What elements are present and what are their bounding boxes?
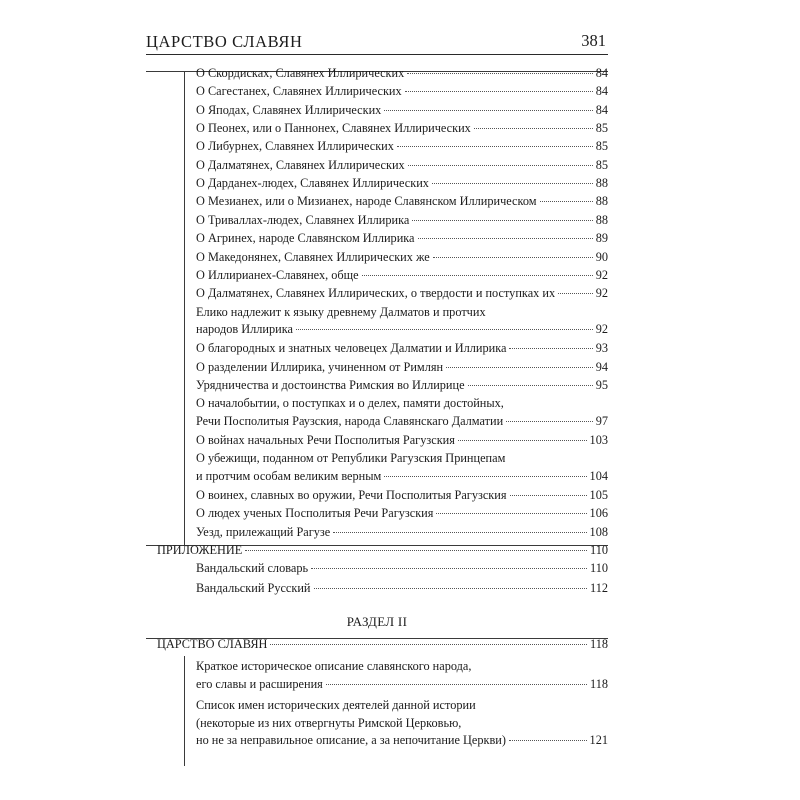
toc-entry-title: (некоторые из них отвергнуты Римской Церковью, [196, 715, 462, 730]
toc-entry-title: О Иллирианех-Славянех, обще [196, 267, 359, 282]
dot-leader [432, 183, 593, 184]
toc-entry-title: О Агринех, народе Славянском Иллирика [196, 231, 415, 246]
dot-leader [510, 495, 587, 496]
toc-entry-title: О воинех, славных во оружии, Речи Посполитыя Рагузския [196, 488, 507, 503]
toc-entry [196, 175, 608, 193]
toc-entry [196, 120, 608, 138]
running-header-title: ЦАРСТВО СЛАВЯН [146, 32, 303, 51]
toc-entry-title: О Либурнех, Славянех Иллирических [196, 139, 394, 154]
toc-entry-title: Вандальский словарь [196, 561, 309, 575]
toc-entry-title: О Далматянех, Славянех Иллирических, о твердости и поступках их [196, 286, 556, 301]
toc-entry-title: его славы и расширения [196, 676, 323, 691]
toc-entry [196, 157, 608, 175]
toc-entry-title: Уезд, прилежащий Рагузе [196, 524, 331, 539]
toc-page-number: 92 [595, 322, 608, 337]
toc-page-number: 110 [590, 561, 608, 575]
toc-entry-title: Вандальский Русский [196, 581, 311, 595]
dot-leader [474, 128, 593, 129]
dot-leader [446, 367, 593, 368]
toc-page-number: 84 [595, 84, 608, 99]
dot-leader [418, 238, 593, 239]
toc-page-number: 88 [595, 212, 608, 227]
dot-leader [270, 644, 587, 645]
toc-page-number: 106 [589, 506, 608, 521]
toc-entry [196, 395, 608, 430]
toc-page-number: 118 [590, 676, 608, 691]
toc-page-number: 84 [595, 102, 608, 117]
toc-entry [196, 138, 608, 156]
section2-title-entry [157, 636, 608, 654]
toc-page-number: 85 [595, 121, 608, 136]
toc-entry-title: О войнах начальных Речи Посполитыя Рагузския [196, 433, 455, 447]
toc-entry [196, 377, 608, 395]
appendix-title-entry [157, 542, 608, 560]
toc-entry [196, 359, 608, 377]
toc-page-number: 88 [595, 176, 608, 191]
toc-entry-title: О Триваллах-людех, Славянех Иллирика [196, 212, 410, 227]
toc-page-number: 97 [595, 413, 608, 428]
toc-page-number: 92 [595, 286, 608, 301]
toc-entry-title: О разделении Иллирика, учиненном от Римлян [196, 359, 444, 374]
toc-page-number: 108 [589, 524, 608, 539]
toc-page-number: 118 [590, 637, 608, 651]
toc-page-number: 90 [595, 249, 608, 264]
toc-entry-title: О Пеонех, или о Паннонех, Славянех Иллирических [196, 121, 471, 136]
toc-entry-title: О убежищи, поданном от Републики Рагузския Принцепам [196, 451, 506, 466]
dot-leader [405, 91, 593, 92]
toc-entry [196, 285, 608, 303]
toc-entry-title: О Яподах, Славянех Иллирических [196, 102, 382, 117]
toc-entry-title: народов Иллирика [196, 322, 293, 337]
toc-entry [196, 304, 608, 339]
toc-page-number: 89 [595, 231, 608, 246]
dot-leader [436, 513, 586, 514]
section2-indent-line [184, 656, 185, 766]
toc-entry [196, 487, 608, 505]
toc-page-number: 110 [590, 543, 608, 557]
toc-page-number: 104 [589, 468, 608, 483]
dot-leader [362, 275, 593, 276]
toc-entry [196, 193, 608, 211]
dot-leader [468, 385, 593, 386]
toc-entry-title: но не за неправильное описание, а за непочитание Церкви) [196, 733, 506, 747]
dot-leader [509, 348, 592, 349]
toc-page-number: 103 [589, 433, 608, 447]
toc-entry-title: Елико надлежит к языку древнему Далматов и протчих [196, 304, 486, 319]
toc-entry [196, 524, 608, 542]
toc-entry-title: О Мезианех, или о Мизианех, народе Славянском Иллирическом [196, 194, 537, 209]
dot-leader [509, 740, 587, 741]
dot-leader [433, 257, 593, 258]
toc-entry [196, 658, 608, 693]
toc-entry [196, 212, 608, 230]
section-heading: РАЗДЕЛ II [346, 614, 408, 629]
toc-entry-title: О Македонянех, Славянех Иллирических же [196, 249, 430, 264]
page-number: 381 [581, 31, 606, 50]
toc-entry-title: О благородных и знатных человецех Далматии и Иллирика [196, 341, 507, 356]
toc-indent-line [184, 71, 185, 545]
toc-entry-title: Урядничества и достоинства Римския во Иллирице [196, 377, 465, 392]
toc-entry [196, 340, 608, 358]
toc-page-number: 84 [595, 66, 608, 80]
toc-entry-title: Список имен исторических деятелей данной истории [196, 698, 476, 712]
toc-entry-title: О Сагестанех, Славянех Иллирических [196, 84, 402, 99]
dot-leader [408, 165, 593, 166]
toc-page-number: 93 [595, 341, 608, 356]
toc-page-number: 85 [595, 139, 608, 154]
toc-entry [196, 83, 608, 101]
dot-leader [412, 220, 592, 221]
toc-entry-title: О Дарданех-людех, Славянех Иллирических [196, 176, 429, 191]
toc-page-number: 94 [595, 359, 608, 374]
toc-entry [196, 432, 608, 450]
dot-leader [458, 440, 587, 441]
toc-page-number: 88 [595, 194, 608, 209]
toc-page-number: 95 [595, 377, 608, 392]
toc-entry [196, 65, 608, 83]
dot-leader [333, 532, 586, 533]
dot-leader [384, 110, 592, 111]
toc-entry-title: ПРИЛОЖЕНИЕ [157, 543, 243, 557]
toc-entry-title: О началобытии, о поступках и о делех, памяти достойных, [196, 396, 504, 411]
toc-entry-title: и протчим особам великим верным [196, 468, 382, 483]
toc-entry [196, 102, 608, 120]
toc-entry [196, 267, 608, 285]
dot-leader [326, 684, 587, 685]
toc-entry [196, 580, 608, 598]
toc-page-number: 105 [589, 488, 608, 503]
toc-entry [196, 697, 608, 750]
toc-entry-title: О Скордисках, Славянех Иллирических [196, 66, 405, 80]
toc-entry-title: ЦАРСТВО СЛАВЯН [157, 637, 268, 651]
dot-leader [506, 421, 593, 422]
toc-entry-title: О людех ученых Посполитыя Речи Рагузския [196, 506, 434, 521]
toc-page-number: 85 [595, 157, 608, 172]
running-header [146, 28, 608, 55]
dot-leader [407, 73, 592, 74]
dot-leader [384, 476, 586, 477]
dot-leader [558, 293, 593, 294]
dot-leader [296, 329, 593, 330]
toc-entry [196, 450, 608, 485]
toc-entry-title: Краткое историческое описание славянского народа, [196, 659, 472, 673]
dot-leader [314, 588, 587, 589]
toc-page-number: 121 [589, 733, 608, 747]
dot-leader [540, 201, 593, 202]
toc-entry-title: О Далматянех, Славянех Иллирических [196, 157, 405, 172]
toc-entry-title: Речи Посполитыя Раузския, народа Славянскаго Далматии [196, 413, 504, 428]
toc-entry [196, 249, 608, 267]
dot-leader [397, 146, 593, 147]
toc-entry [196, 560, 608, 578]
toc-entry [196, 505, 608, 523]
toc-entry [196, 230, 608, 248]
toc-page-number: 92 [595, 267, 608, 282]
toc-page-number: 112 [590, 581, 608, 595]
dot-leader [311, 568, 587, 569]
dot-leader [245, 550, 587, 551]
